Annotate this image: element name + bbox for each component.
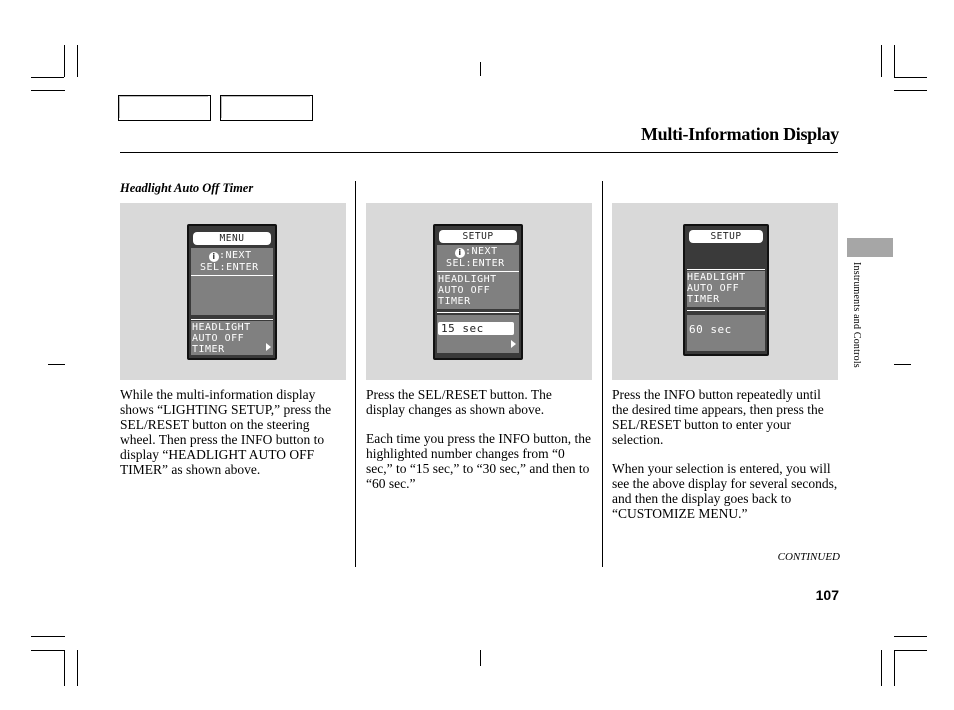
lcd-next-line: i :NEXT: [455, 246, 498, 258]
column-1-text: [120, 387, 348, 491]
triangle-right-icon: [511, 340, 516, 348]
highlighted-value: 15 sec: [438, 322, 514, 335]
paragraph: Press the INFO button repeatedly until the desired time appears, then press the SEL/RESET button to enter your selection.: [612, 387, 824, 447]
paragraph: While the multi-information display shows “LIGHTING SETUP,” press the SEL/RESET button on the steering wheel. Then press the INFO button to display “HEADLIGHT AUTO OFF TIMER” as shown above.: [120, 387, 332, 477]
figure-panel-setup-15: [366, 203, 592, 380]
lcd-next-line: i :NEXT: [209, 250, 252, 262]
paragraph: When your selection is entered, you will see the above display for several seconds, and then the display goes back to “CUSTOMIZE MENU.”: [612, 461, 838, 521]
display-screen: [187, 224, 277, 360]
figure-panel-menu: [120, 203, 346, 380]
lcd-upper: [191, 248, 273, 315]
lcd-upper: HEADLIGHT AUTO OFF TIMER: [687, 245, 765, 309]
column-3-text: [612, 387, 840, 535]
figure-panel-setup-60: [612, 203, 838, 380]
display-screen: [433, 224, 523, 360]
empty-tab-box-1: [118, 95, 211, 121]
lcd-enter-line: SEL:ENTER: [200, 262, 259, 273]
paragraph: Each time you press the INFO button, the highlighted number changes from “0 sec,” to “15 sec,” to “30 sec,” and then to “60 sec.”: [366, 431, 591, 491]
title-rule: [120, 152, 838, 153]
screen-title: MENU: [193, 232, 271, 245]
column-divider-1: [355, 181, 356, 567]
lcd-value-area: [437, 315, 519, 353]
continued-label: CONTINUED: [777, 551, 840, 563]
lcd-upper: i :NEXT SEL:ENTER HEADLIGHT AUTO OFF TIMER: [437, 245, 519, 309]
section-heading: Headlight Auto Off Timer: [120, 181, 254, 195]
empty-tab-box-2: [220, 95, 313, 121]
lcd-enter-line: SEL:ENTER: [446, 258, 505, 269]
paragraph: Press the SEL/RESET button. The display changes as shown above.: [366, 387, 552, 417]
display-screen: [683, 224, 769, 356]
info-icon: i: [455, 248, 465, 258]
screen-title: SETUP: [439, 230, 517, 243]
screen-title: SETUP: [689, 230, 763, 243]
column-divider-2: [602, 181, 603, 567]
selected-value: 60 sec: [689, 323, 732, 336]
page-number: 107: [815, 587, 839, 603]
chapter-tab-marker: [847, 238, 893, 257]
column-2-text: [366, 387, 594, 505]
page-title: Multi-Information Display: [640, 124, 839, 144]
lcd-value-area: [687, 315, 765, 351]
info-icon: i: [209, 252, 219, 262]
triangle-right-icon: [266, 343, 271, 351]
lcd-item-highlight: HEADLIGHT AUTO OFF TIMER: [191, 321, 273, 355]
chapter-label: Instruments and Controls: [851, 262, 862, 368]
